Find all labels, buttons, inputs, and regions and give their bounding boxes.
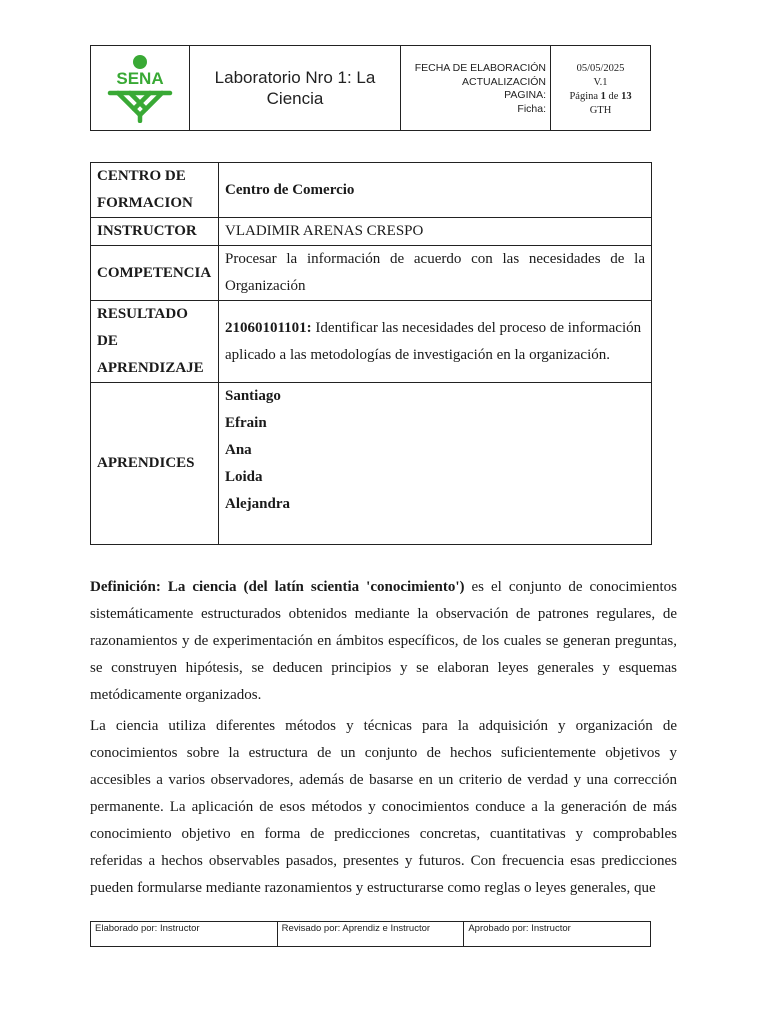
value-date: 05/05/2025 <box>576 63 625 74</box>
sena-logo-icon <box>104 53 176 123</box>
row-centro <box>91 163 652 218</box>
header-labels <box>401 46 551 130</box>
aprendiz-name: Ana <box>225 442 252 458</box>
header-values <box>551 46 650 130</box>
row-resultado <box>91 301 652 383</box>
aprendiz-name: Loida <box>225 469 263 485</box>
label-ficha: Ficha: <box>517 102 546 115</box>
label-aprendices: APRENDICES <box>91 383 219 545</box>
value-version: V.1 <box>593 77 608 88</box>
resultado-code: 21060101101: <box>225 319 312 336</box>
document-footer <box>90 921 651 947</box>
svg-text:SENA: SENA <box>116 69 164 88</box>
value-page: Página 1 de 13 <box>569 91 632 102</box>
value-competencia: Procesar la información de acuerdo con las necesidades de la Organización <box>219 246 652 301</box>
paragraph-metodos: La ciencia utiliza diferentes métodos y técnicas para la adquisición y organización de conocimientos sobre la estructura de un conjunto de hechos suficientemente objetivos y accesibles a varios observadores, además de basarse en un criterio de verdad y una corrección permanente. La aplicación de esos métodos y conocimientos conduce a la generación de más conocimiento objetivo en forma de predicciones concretas, cuantitativas y comprobables referidas a hechos observables pasados, presentes y futuros. Con frecuencia esas predicciones pueden formularse mediante razonamientos y estructurarse como reglas o leyes generales, que <box>90 718 677 896</box>
document-title: Laboratorio Nro 1: La Ciencia <box>190 46 401 130</box>
resultado-text: Identificar las necesidades del proceso de información aplicado a las metodologías de investigación en la organización. <box>225 319 642 363</box>
value-instructor: VLADIMIR ARENAS CRESPO <box>219 218 652 246</box>
value-centro: Centro de Comercio <box>219 163 652 218</box>
footer-elaborado: Elaborado por: Instructor <box>95 923 200 934</box>
row-instructor <box>91 218 652 246</box>
label-resultado: RESULTADO DE APRENDIZAJE <box>91 301 219 383</box>
definicion-text: es el conjunto de conocimientos sistemáticamente estructurados obtenidos mediante la observación de patrones regulares, de razonamientos y de experimentación en ámbitos específicos, de los cuales se generan preguntas, se construyen hipótesis, se deducen principios y se elaboran leyes generales y esquemas metódicamente organizados. <box>90 579 677 703</box>
label-actualizacion: ACTUALIZACIÓN <box>461 75 546 88</box>
aprendiz-name: Santiago <box>225 388 281 404</box>
label-competencia: COMPETENCIA <box>91 246 219 301</box>
document-header <box>90 45 651 131</box>
aprendiz-name: Alejandra <box>225 496 290 512</box>
sena-logo <box>91 46 190 130</box>
label-fecha: FECHA DE ELABORACIÓN <box>414 62 546 74</box>
label-instructor: INSTRUCTOR <box>91 218 219 246</box>
label-pagina: PAGINA: <box>504 89 546 101</box>
value-aprendices <box>219 383 652 545</box>
definicion-lead: Definición: La ciencia (del latín scientia 'conocimiento') <box>90 579 465 595</box>
document-body <box>90 574 677 906</box>
label-centro: CENTRO DE FORMACION <box>91 163 219 218</box>
info-table <box>90 162 652 545</box>
value-resultado <box>219 301 652 383</box>
footer-revisado: Revisado por: Aprendiz e Instructor <box>277 922 464 946</box>
footer-aprobado: Aprobado por: Instructor <box>463 922 650 946</box>
value-ficha: GTH <box>589 105 612 116</box>
row-competencia <box>91 246 652 301</box>
aprendiz-name: Efrain <box>225 415 267 431</box>
paragraph-definicion <box>90 574 677 709</box>
row-aprendices <box>91 383 652 545</box>
